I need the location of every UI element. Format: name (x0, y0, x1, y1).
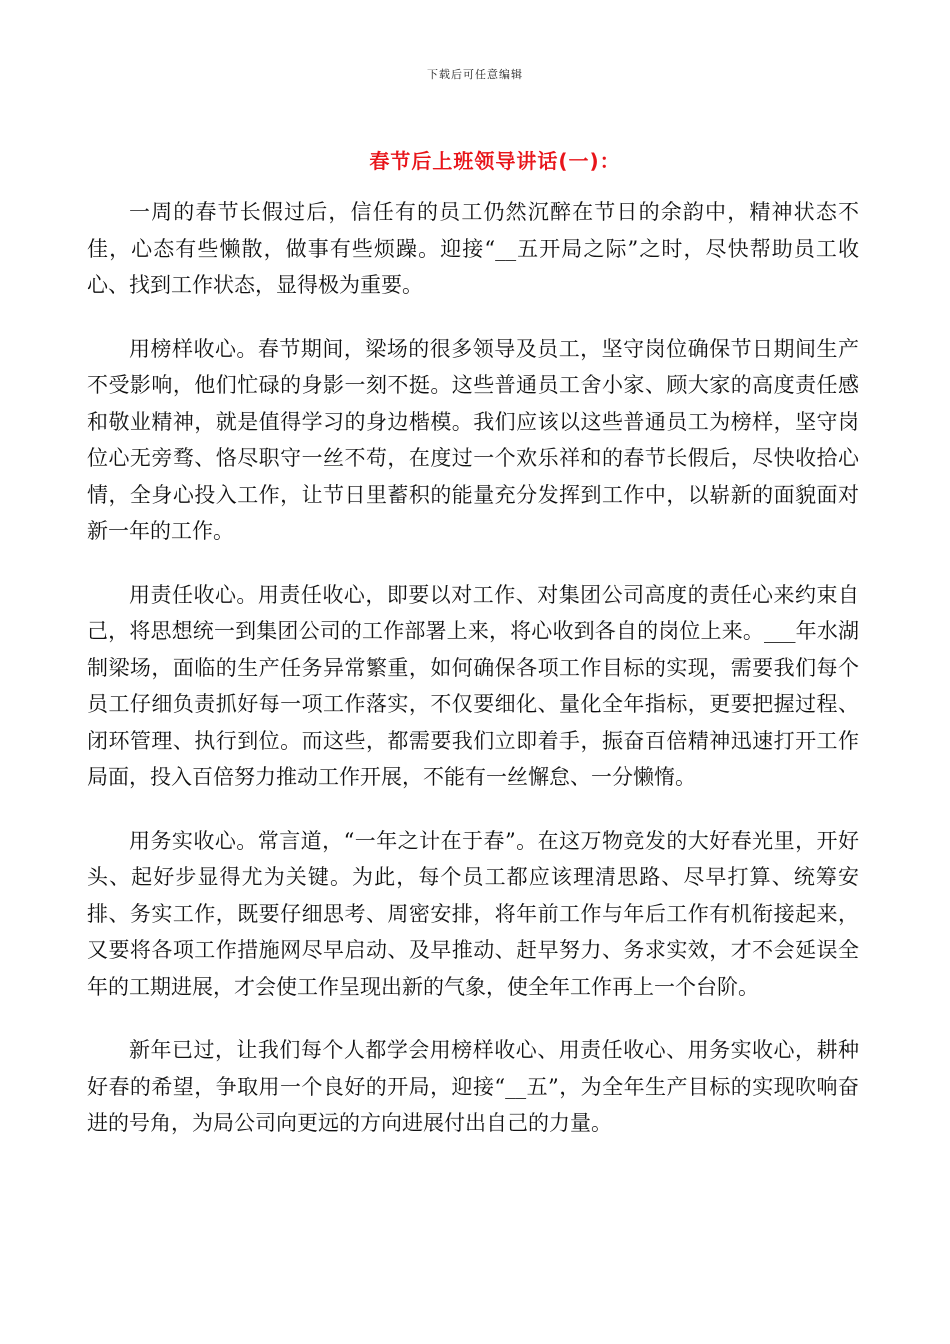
paragraph-role-model: 用榜样收心。春节期间，梁场的很多领导及员工，坚守岗位确保节日期间生产不受影响，他们忙碌的身影一刻不挺。这些普通员工舍小家、顾大家的高度责任感和敬业精神，就是值得学习的身边楷模。我们应该以这些普通员工为榜样，坚守岗位心无旁骛、恪尽职守一丝不苟，在度过一个欢乐祥和的春节长假后，尽快收拾心情，全身心投入工作，让节日里蓄积的能量充分发挥到工作中，以崭新的面貌面对新一年的工作。 (87, 336, 859, 543)
paragraph-responsibility: 用责任收心。用责任收心，即要以对工作、对集团公司高度的责任心来约束自己，将思想统一到集团公司的工作部署上来，将心收到各自的岗位上来。___年水湖制梁场，面临的生产任务异常繁重，如何确保各项工作目标的实现，需要我们每个员工仔细负责抓好每一项工作落实，不仅要细化、量化全年指标，更要把握过程、闭环管理、执行到位。而这些，都需要我们立即着手，振奋百倍精神迅速打开工作局面，投入百倍努力推动工作开展，不能有一丝懈怠、一分懒惰。 (87, 582, 859, 789)
document-body (87, 194, 859, 1169)
paragraph-pragmatism: 用务实收心。常言道，“一年之计在于春”。在这万物竞发的大好春光里，开好头、起好步显得尤为关键。为此，每个员工都应该理清思路、尽早打算、统筹安排、务实工作，既要仔细思考、周密安排，将年前工作与年后工作有机衔接起来，又要将各项工作措施网尽早启动、及早推动、赶早努力、务求实效，才不会延误全年的工期进展，才会使工作呈现出新的气象，使全年工作再上一个台阶。 (87, 828, 859, 999)
paragraph-intro: 一周的春节长假过后，信任有的员工仍然沉醉在节日的余韵中，精神状态不佳，心态有些懒散，做事有些烦躁。迎接“__五开局之际”之时，尽快帮助员工收心、找到工作状态，显得极为重要。 (87, 200, 859, 297)
paragraph-conclusion: 新年已过，让我们每个人都学会用榜样收心、用责任收心、用务实收心，耕种好春的希望，争取用一个良好的开局，迎接“__五”，为全年生产目标的实现吹响奋进的号角，为局公司向更远的方向进展付出自己的力量。 (87, 1038, 859, 1135)
header-note: 下载后可任意编辑 (427, 68, 523, 81)
document-title: 春节后上班领导讲话(一)： (369, 149, 621, 173)
